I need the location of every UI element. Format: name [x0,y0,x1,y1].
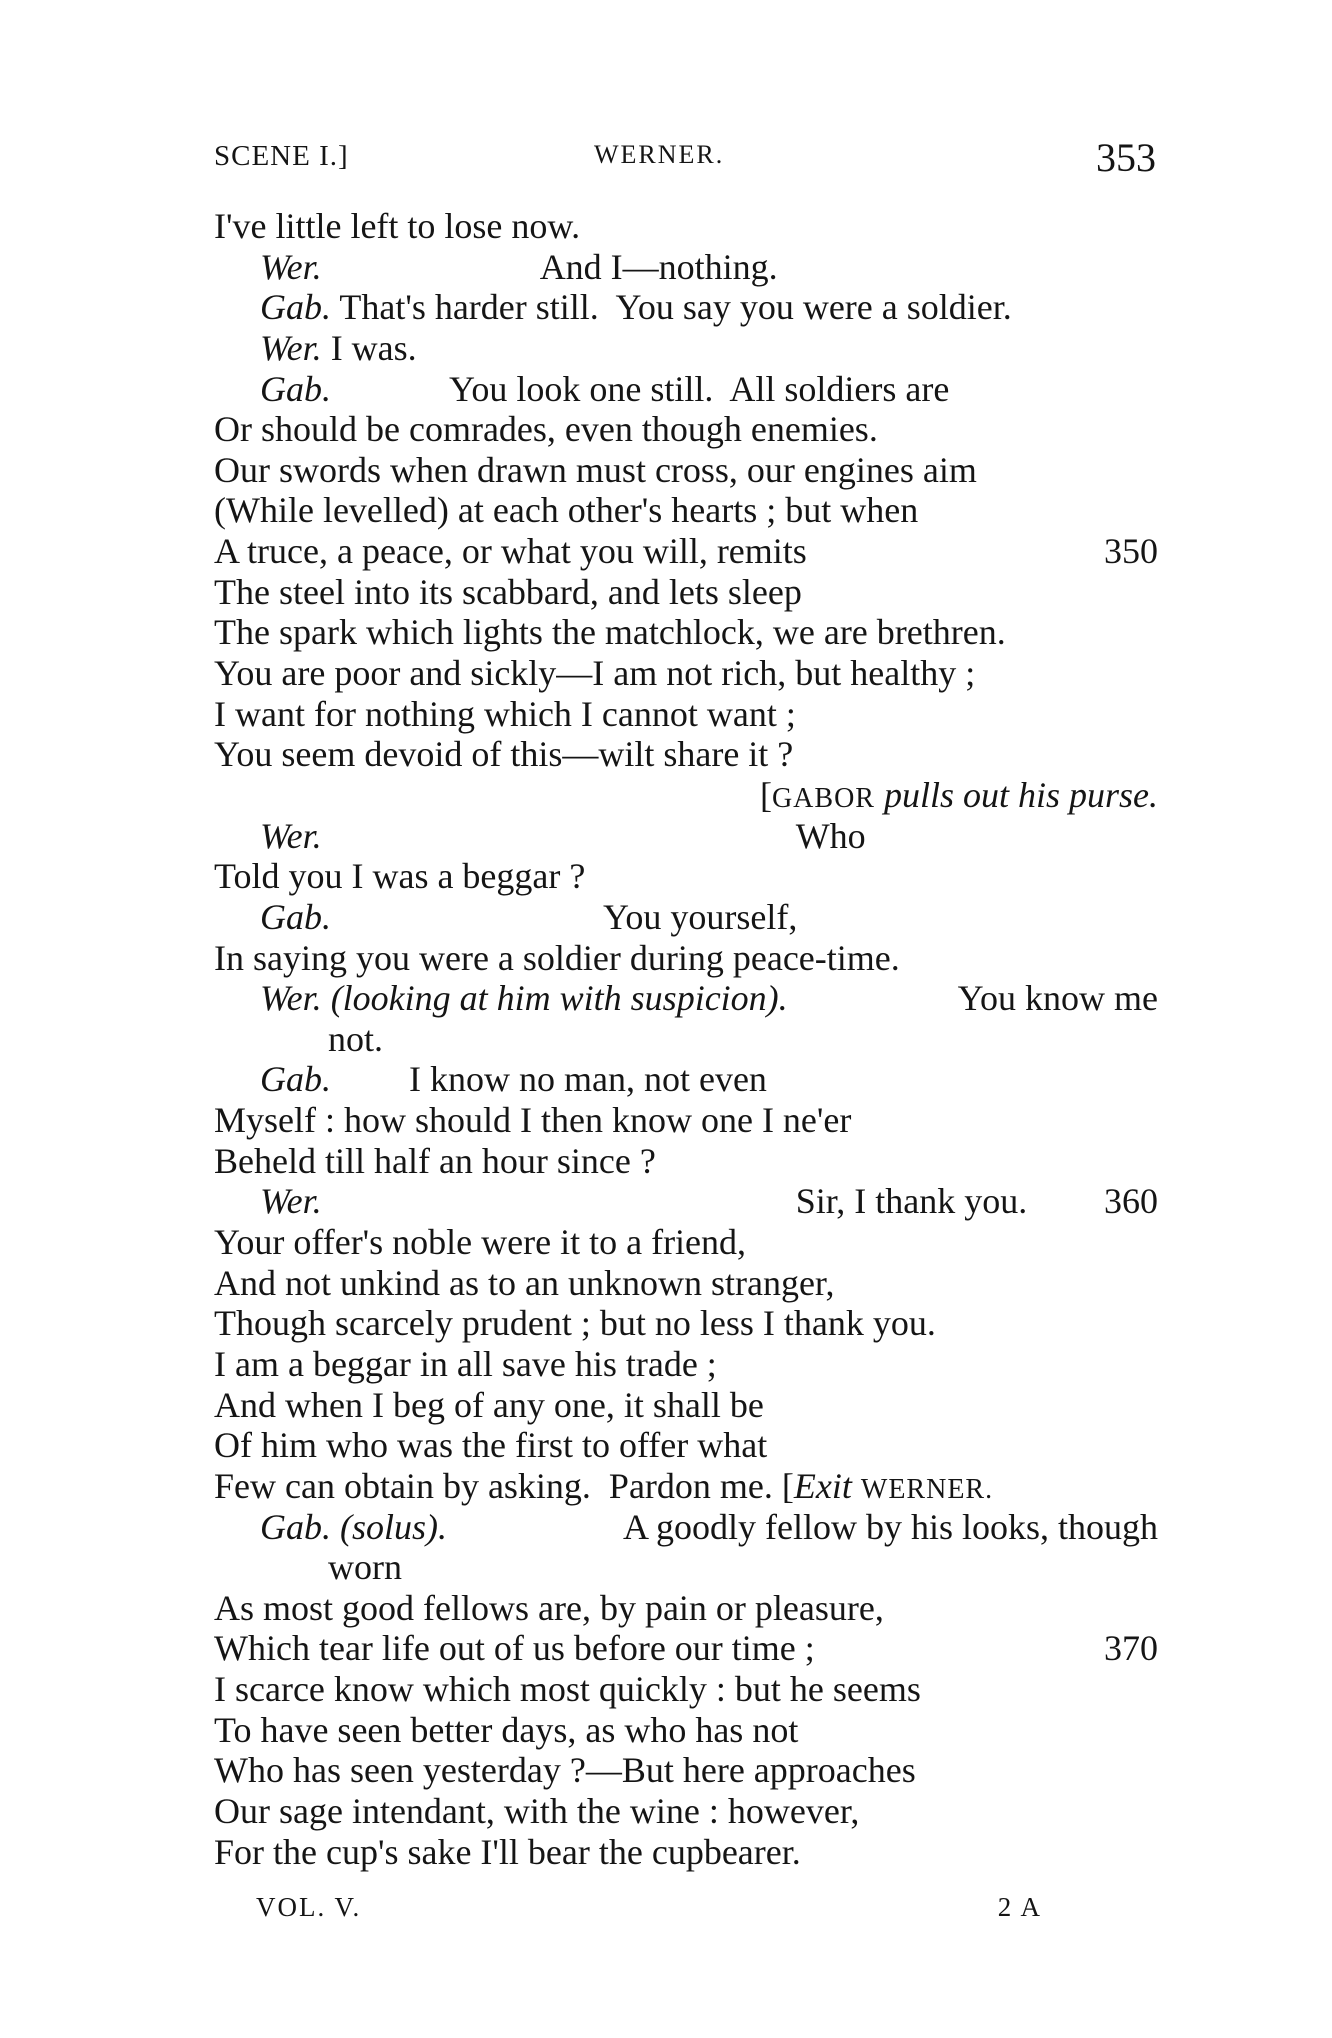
page-number: 353 [1096,135,1156,180]
speaker: Gab. [260,1506,331,1547]
exit-direction: [Exit WERNER. [781,1465,994,1506]
verse-line: Myself : how should I then know one I ne'er [214,1100,852,1141]
verse-line: Gab. You yourself, [260,896,798,937]
verse-line: In saying you were a soldier during peace-time. [214,937,900,978]
speaker: Wer. [260,327,322,368]
verse-line: Your offer's noble were it to a friend, [214,1222,747,1263]
volume-label: VOL. V. [256,1892,362,1922]
verse-line: Wer. I was. [260,327,417,368]
verse-line: Of him who was the first to offer what [214,1425,768,1466]
speaker: Wer. [260,1181,322,1222]
speaker: Gab. [260,287,331,328]
running-header [214,135,1156,184]
verse-line: To have seen better days, as who has not [214,1709,799,1750]
line-number: 370 [1104,1628,1158,1669]
header-scene: SCENE I.] [214,140,349,172]
verse-text [214,206,1158,1872]
speaker: Gab. [260,368,331,409]
speaker: Wer. [260,246,322,287]
verse-line: Or should be comrades, even though enemies. [214,409,878,450]
verse-line: Our sage intendant, with the wine : however, [214,1790,860,1831]
verse-line: And not unkind as to an unknown stranger, [214,1262,835,1303]
signature-mark: 2 A [997,1892,1042,1922]
verse-line: Who has seen yesterday ?—But here approaches [214,1750,916,1791]
stage-direction: [GABOR pulls out his purse. [759,774,1158,815]
verse-line: And when I beg of any one, it shall be [214,1384,764,1425]
speaker: Wer. [260,815,322,856]
exit-character: WERNER. [860,1473,994,1505]
verse-line: I want for nothing which I cannot want ; [214,693,796,734]
speaker: Gab. [260,896,331,937]
verse-line: You are poor and sickly—I am not rich, but healthy ; [214,653,976,694]
line-number: 360 [1104,1181,1158,1222]
verse-line: Few can obtain by asking. Pardon me. [Exit WERNER. [214,1465,994,1506]
speaker: Gab. [260,1059,331,1100]
verse-line: The steel into its scabbard, and lets sleep [214,571,802,612]
verse-line: As most good fellows are, by pain or pleasure, [214,1587,884,1628]
stage-direction: (solus). [340,1506,447,1547]
line-number: 350 [1104,531,1158,572]
verse-line: Wer. Sir, I thank you. 360 [260,1181,1158,1222]
verse-line: I've little left to lose now. [214,206,581,246]
verse-line: You seem devoid of this—wilt share it ? [214,734,794,775]
verse-line: Our swords when drawn must cross, our engines aim [214,449,977,490]
verse-line: Wer. (looking at him with suspicion). You know me [260,978,1158,1019]
verse-line: I am a beggar in all save his trade ; [214,1343,717,1384]
speaker: Wer. [260,978,322,1019]
verse-line: worn [328,1547,402,1588]
verse-line: I scarce know which most quickly : but he seems [214,1669,921,1710]
verse-line: Wer. And I—nothing. [260,246,778,287]
verse-line: Gab. (solus). A goodly fellow by his looks, though [260,1506,1158,1547]
page-footer [256,1892,1042,1928]
verse-line: Gab. I know no man, not even [260,1059,767,1100]
verse-line: A truce, a peace, or what you will, remits 350 [214,531,1158,572]
verse-line: Though scarcely prudent ; but no less I thank you. [214,1303,936,1344]
verse-line: Gab. You look one still. All soldiers are [260,368,950,409]
header-title: WERNER. [594,140,725,169]
stage-direction: (looking at him with suspicion). [330,978,788,1019]
verse-line: not. [328,1018,384,1059]
verse-line: Which tear life out of us before our time ; 370 [214,1628,1158,1669]
verse-line: (While levelled) at each other's hearts ; but when [214,490,919,531]
verse-line: Gab. That's harder still. You say you were a soldier. [260,287,1012,328]
stage-character: GABOR [771,782,875,814]
verse-line: For the cup's sake I'll bear the cupbearer. [214,1831,801,1872]
verse-line: The spark which lights the matchlock, we are brethren. [214,612,1006,653]
verse-line: Wer. Who [260,815,866,856]
verse-line: Beheld till half an hour since ? [214,1140,656,1181]
verse-line: Told you I was a beggar ? [214,856,586,897]
